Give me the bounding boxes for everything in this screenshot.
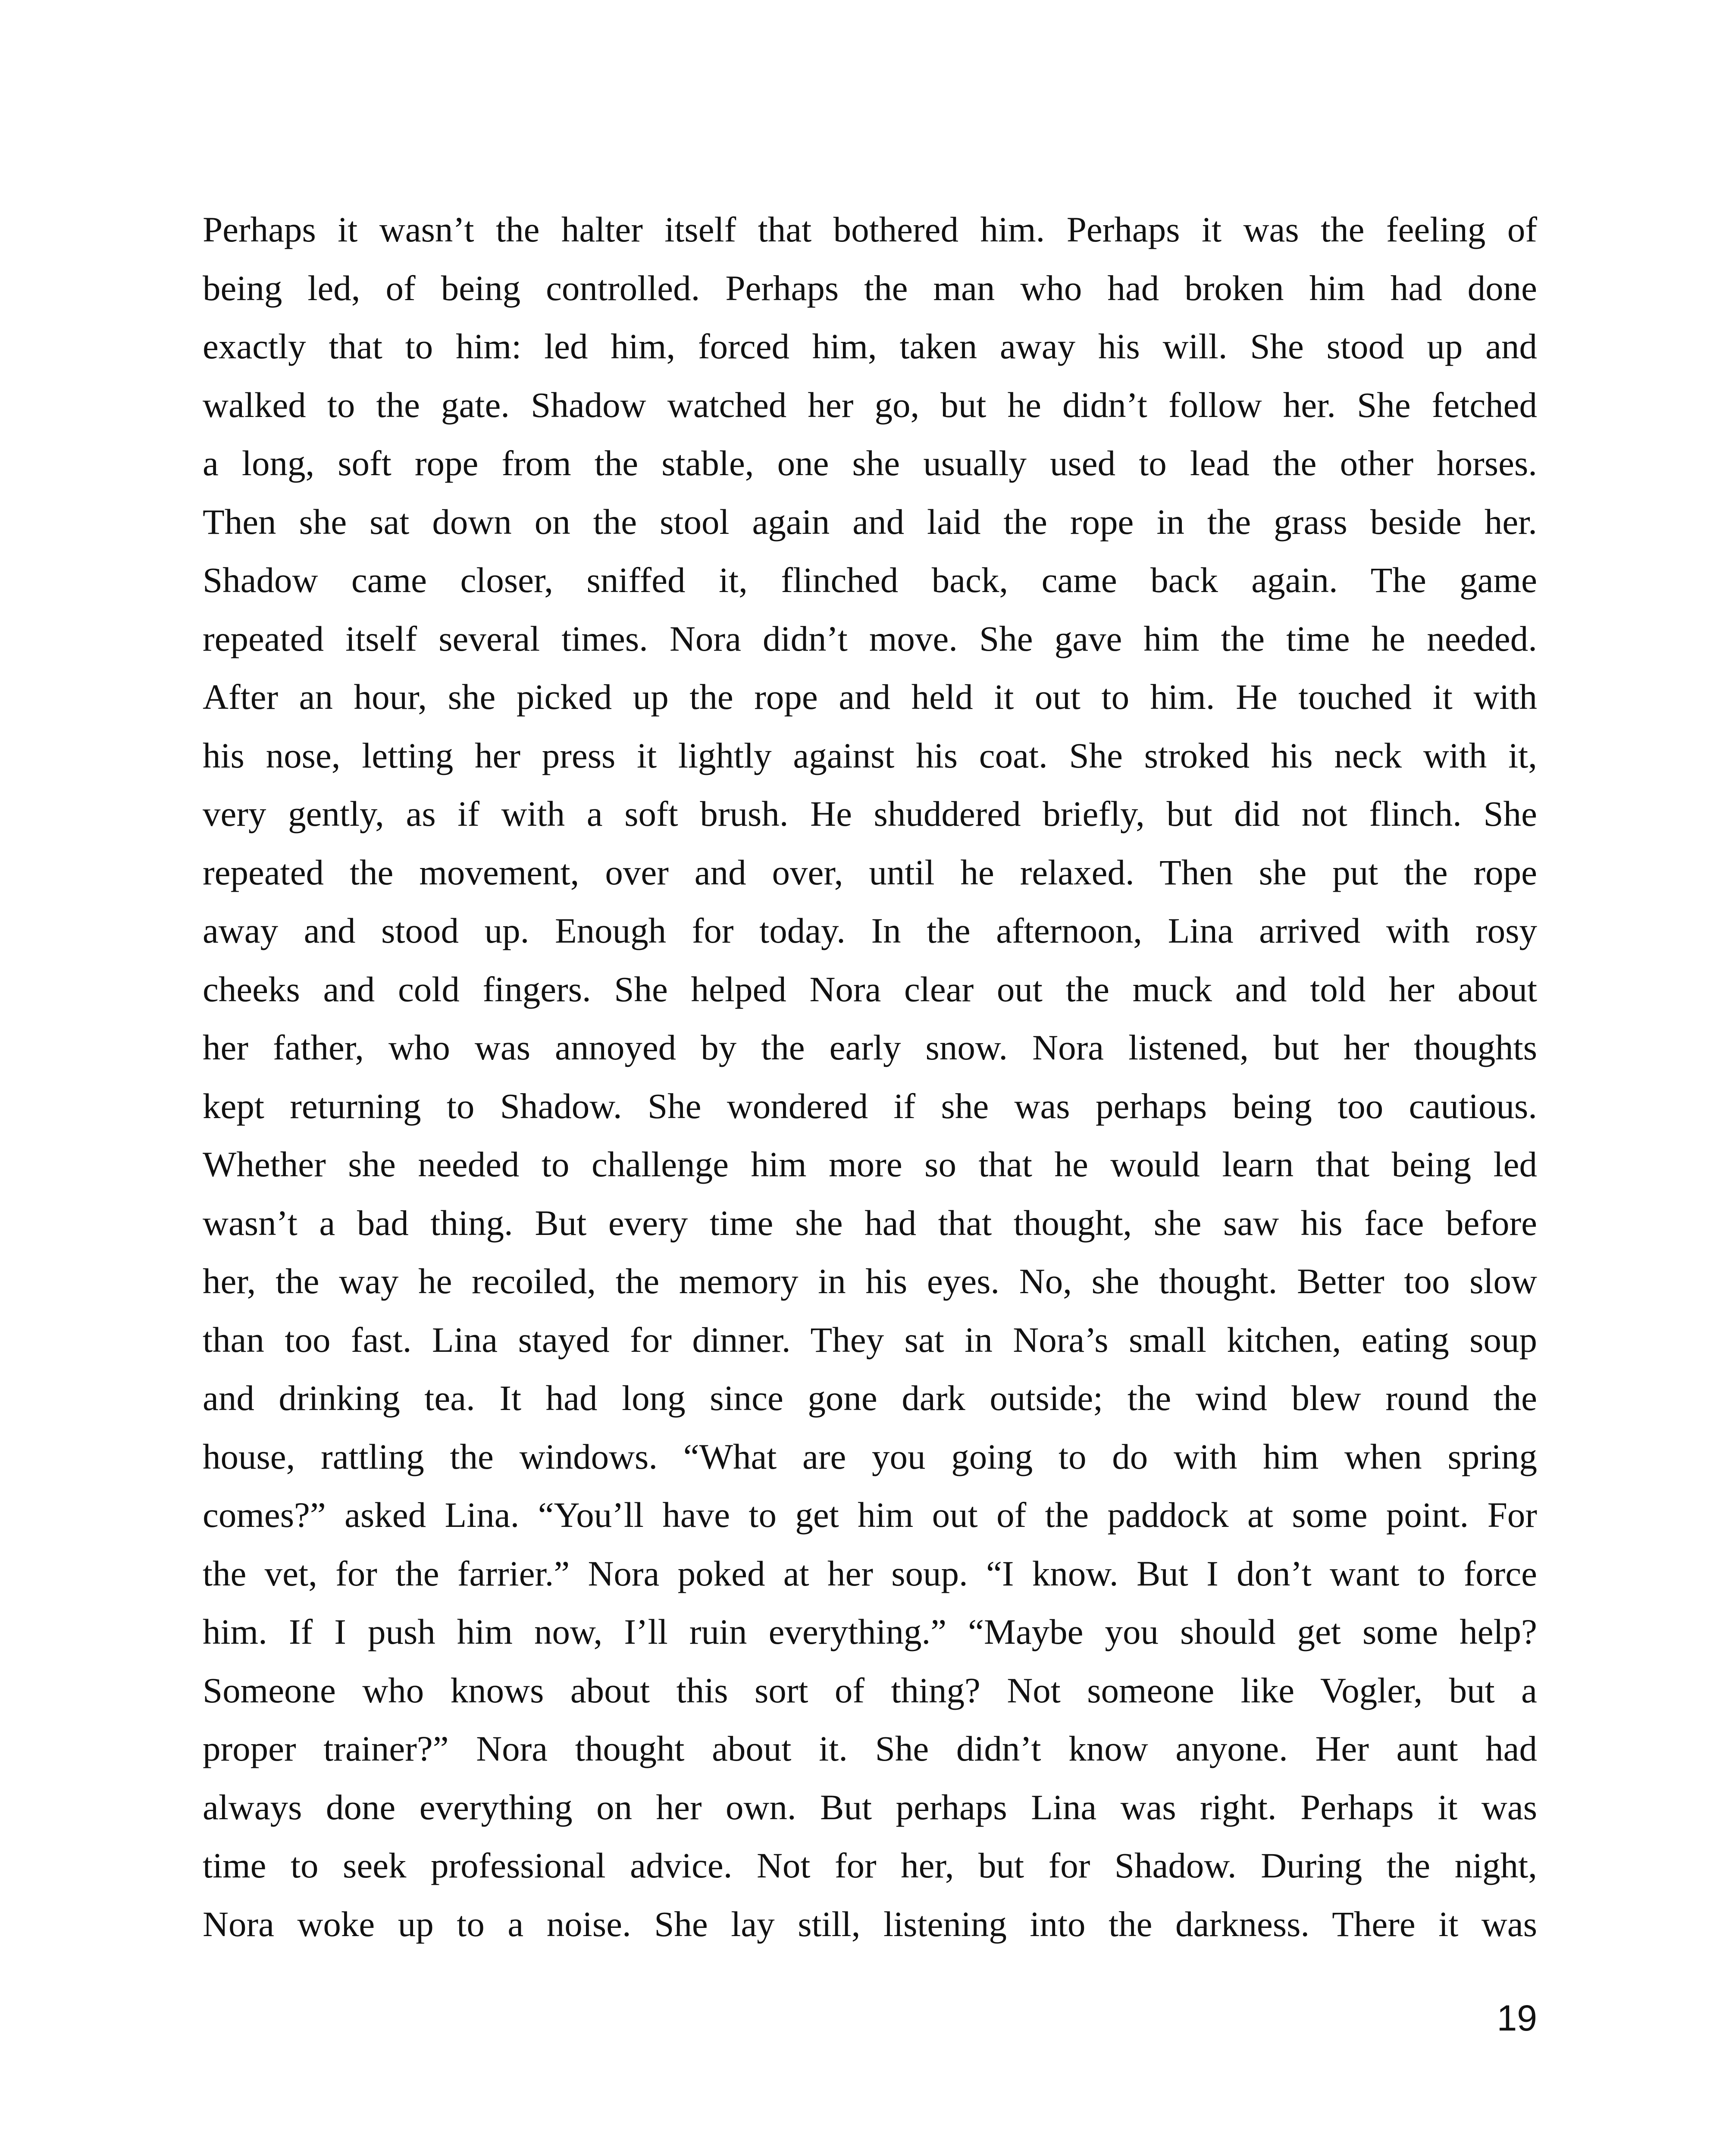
text-line: house, rattling the windows. “What are you going to do with him when spring	[203, 1436, 1537, 1476]
text-line: his nose, letting her press it lightly against his coat. She stroked his neck with it,	[203, 735, 1537, 775]
text-line: kept returning to Shadow. She wondered if she was perhaps being too cautious.	[203, 1086, 1537, 1126]
text-line: Someone who knows about this sort of thing? Not someone like Vogler, but a	[203, 1670, 1537, 1710]
text-line: time to seek professional advice. Not for her, but for Shadow. During the night,	[203, 1846, 1537, 1885]
text-line: her father, who was annoyed by the early snow. Nora listened, but her thoughts	[203, 1028, 1537, 1067]
text-line: her, the way he recoiled, the memory in his eyes. No, she thought. Better too slow	[203, 1261, 1537, 1301]
text-line: Then she sat down on the stool again and laid the rope in the grass beside her.	[203, 501, 1537, 542]
text-line: walked to the gate. Shadow watched her go, but he didn’t follow her. She fetched	[203, 385, 1537, 425]
text-line: Perhaps it wasn’t the halter itself that bothered him. Perhaps it was the feeling of	[203, 210, 1537, 249]
text-line: Shadow came closer, sniffed it, flinched back, came back again. The game	[203, 560, 1537, 600]
body-text	[203, 201, 1537, 1953]
text-line: comes?” asked Lina. “You’ll have to get him out of the paddock at some point. For	[203, 1495, 1537, 1535]
text-line: Nora woke up to a noise. She lay still, listening into the darkness. There it was	[203, 1904, 1537, 1944]
text-line: and drinking tea. It had long since gone dark outside; the wind blew round the	[203, 1378, 1537, 1418]
text-line: very gently, as if with a soft brush. He shuddered briefly, but did not flinch. She	[203, 794, 1537, 834]
text-line: cheeks and cold fingers. She helped Nora clear out the muck and told her about	[203, 969, 1537, 1009]
page-number: 19	[1497, 1998, 1537, 2038]
text-line: always done everything on her own. But perhaps Lina was right. Perhaps it was	[203, 1787, 1537, 1827]
text-line: a long, soft rope from the stable, one she usually used to lead the other horses.	[203, 443, 1537, 483]
text-line: away and stood up. Enough for today. In the afternoon, Lina arrived with rosy	[203, 911, 1537, 950]
text-line: After an hour, she picked up the rope and held it out to him. He touched it with	[203, 677, 1537, 717]
text-line: wasn’t a bad thing. But every time she had that thought, she saw his face before	[203, 1203, 1537, 1243]
text-line: him. If I push him now, I’ll ruin everything.” “Maybe you should get some help?	[203, 1612, 1537, 1651]
text-line: exactly that to him: led him, forced him, taken away his will. She stood up and	[203, 326, 1537, 366]
text-line: repeated itself several times. Nora didn’t move. She gave him the time he needed.	[203, 618, 1537, 658]
text-line: being led, of being controlled. Perhaps the man who had broken him had done	[203, 268, 1537, 308]
text-line: the vet, for the farrier.” Nora poked at her soup. “I know. But I don’t want to force	[203, 1553, 1537, 1593]
text-line: proper trainer?” Nora thought about it. She didn’t know anyone. Her aunt had	[203, 1729, 1537, 1768]
text-line: than too fast. Lina stayed for dinner. They sat in Nora’s small kitchen, eating soup	[203, 1319, 1537, 1360]
text-line: Whether she needed to challenge him more so that he would learn that being led	[203, 1144, 1537, 1184]
text-line: repeated the movement, over and over, until he relaxed. Then she put the rope	[203, 852, 1537, 892]
